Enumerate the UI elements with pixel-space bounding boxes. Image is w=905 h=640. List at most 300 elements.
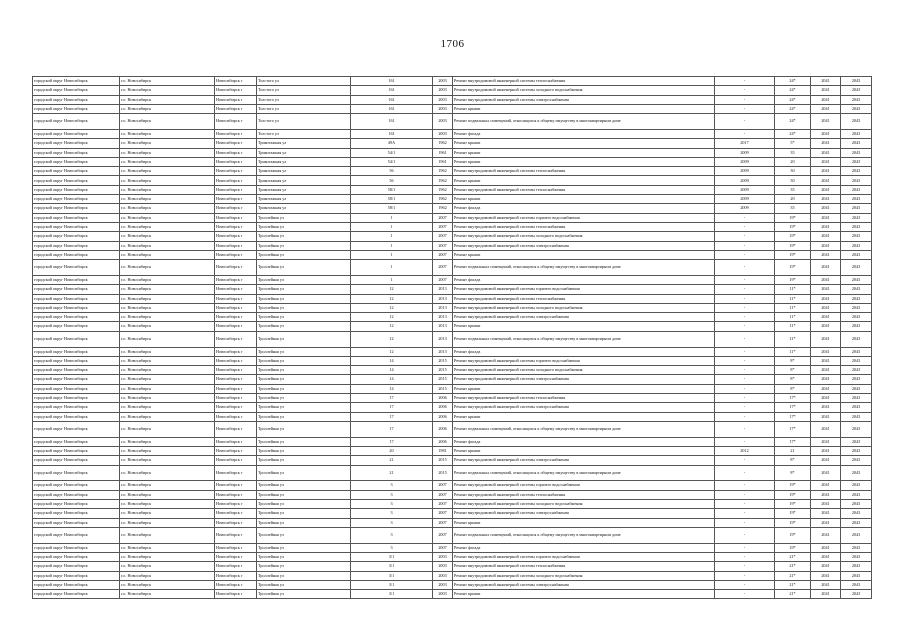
house-cell: 12	[351, 322, 433, 331]
street-cell: Троллейная ул	[257, 412, 351, 421]
table-row	[33, 176, 872, 185]
municipality-cell: городской округ Новосибирск	[33, 590, 120, 599]
city-cell: Новосибирск г	[215, 347, 257, 356]
table-row	[33, 412, 872, 421]
municipality-cell: городской округ Новосибирск	[33, 527, 120, 543]
plan-start-year-cell: 2041	[811, 313, 841, 322]
city-cell: Новосибирск г	[215, 275, 257, 284]
work-type-cell: Ремонт внутридомовой инженерной системы электроснабжения	[453, 456, 715, 465]
plan-end-year-cell: 2043	[841, 375, 872, 384]
table-row	[33, 148, 872, 157]
house-cell: 161	[351, 129, 433, 138]
street-cell: Толстого ул	[257, 129, 351, 138]
settlement-cell: г.о. Новосибирск	[120, 157, 215, 166]
plan-start-year-cell: 2041	[811, 195, 841, 204]
table-row	[33, 275, 872, 284]
street-cell: Троллейная ул	[257, 313, 351, 322]
work-type-cell: Ремонт внутридомовой инженерной системы теплоснабжения	[453, 167, 715, 176]
year-built-cell: 2007	[433, 213, 453, 222]
plan-start-year-cell: 2041	[811, 185, 841, 194]
year-built-cell: 2015	[433, 375, 453, 384]
table-row	[33, 139, 872, 148]
city-cell: Новосибирск г	[215, 403, 257, 412]
plan-start-year-cell: 2041	[811, 285, 841, 294]
settlement-cell: г.о. Новосибирск	[120, 195, 215, 204]
street-cell: Троллейная ул	[257, 285, 351, 294]
municipality-cell: городской округ Новосибирск	[33, 356, 120, 365]
plan-end-year-cell: 2043	[841, 185, 872, 194]
last-repair-year-cell: -	[715, 590, 775, 599]
period-cell: 24*	[775, 114, 811, 130]
last-repair-year-cell: -	[715, 114, 775, 130]
settlement-cell: г.о. Новосибирск	[120, 384, 215, 393]
street-cell: Троллейная ул	[257, 232, 351, 241]
work-type-cell: Ремонт внутридомовой инженерной системы теплоснабжения	[453, 490, 715, 499]
settlement-cell: г.о. Новосибирск	[120, 527, 215, 543]
table-row	[33, 394, 872, 403]
last-repair-year-cell: -	[715, 518, 775, 527]
work-type-cell: Ремонт крыши	[453, 412, 715, 421]
settlement-cell: г.о. Новосибирск	[120, 148, 215, 157]
settlement-cell: г.о. Новосибирск	[120, 294, 215, 303]
table-row	[33, 499, 872, 508]
period-cell: 21*	[775, 571, 811, 580]
table-body	[33, 77, 872, 599]
municipality-cell: городской округ Новосибирск	[33, 518, 120, 527]
house-cell: 1	[351, 275, 433, 284]
table-row	[33, 375, 872, 384]
street-cell: Троллейная ул	[257, 347, 351, 356]
last-repair-year-cell: 2012	[715, 446, 775, 455]
plan-end-year-cell: 2043	[841, 465, 872, 481]
last-repair-year-cell: 2009	[715, 185, 775, 194]
city-cell: Новосибирск г	[215, 384, 257, 393]
street-cell: Троллейная ул	[257, 580, 351, 589]
year-built-cell: 2013	[433, 313, 453, 322]
last-repair-year-cell: -	[715, 95, 775, 104]
last-repair-year-cell: -	[715, 412, 775, 421]
plan-end-year-cell: 2043	[841, 157, 872, 166]
street-cell: Троллейная ул	[257, 437, 351, 446]
work-type-cell: Ремонт внутридомовой инженерной системы холодного водоснабжения	[453, 499, 715, 508]
table-row	[33, 509, 872, 518]
municipality-cell: городской округ Новосибирск	[33, 114, 120, 130]
last-repair-year-cell: -	[715, 481, 775, 490]
plan-start-year-cell: 2041	[811, 518, 841, 527]
year-built-cell: 2006	[433, 412, 453, 421]
municipality-cell: городской округ Новосибирск	[33, 77, 120, 86]
work-type-cell: Ремонт крыши	[453, 139, 715, 148]
settlement-cell: г.о. Новосибирск	[120, 77, 215, 86]
last-repair-year-cell: -	[715, 571, 775, 580]
table-row	[33, 95, 872, 104]
street-cell: Троллейная ул	[257, 322, 351, 331]
street-cell: Троллейная ул	[257, 222, 351, 231]
plan-end-year-cell: 2043	[841, 331, 872, 347]
house-cell: 14	[351, 384, 433, 393]
table-row	[33, 241, 872, 250]
period-cell: 11*	[775, 322, 811, 331]
plan-end-year-cell: 2043	[841, 114, 872, 130]
house-cell: 1	[351, 222, 433, 231]
plan-start-year-cell: 2041	[811, 366, 841, 375]
house-cell: 3	[351, 518, 433, 527]
settlement-cell: г.о. Новосибирск	[120, 222, 215, 231]
table-row	[33, 456, 872, 465]
work-type-cell: Ремонт внутридомовой инженерной системы горячего водоснабжения	[453, 356, 715, 365]
municipality-cell: городской округ Новосибирск	[33, 446, 120, 455]
last-repair-year-cell: 2009	[715, 167, 775, 176]
plan-end-year-cell: 2043	[841, 322, 872, 331]
settlement-cell: г.о. Новосибирск	[120, 322, 215, 331]
plan-start-year-cell: 2041	[811, 552, 841, 561]
period-cell: 24*	[775, 95, 811, 104]
settlement-cell: г.о. Новосибирск	[120, 481, 215, 490]
city-cell: Новосибирск г	[215, 95, 257, 104]
table-row	[33, 104, 872, 113]
table-row	[33, 552, 872, 561]
period-cell: 35	[775, 185, 811, 194]
period-cell: 19*	[775, 260, 811, 276]
settlement-cell: г.о. Новосибирск	[120, 465, 215, 481]
city-cell: Новосибирск г	[215, 148, 257, 157]
period-cell: 30	[775, 176, 811, 185]
street-cell: Трикотажная ул	[257, 185, 351, 194]
table-row	[33, 356, 872, 365]
city-cell: Новосибирск г	[215, 77, 257, 86]
capital-repair-register-table	[32, 76, 872, 599]
settlement-cell: г.о. Новосибирск	[120, 241, 215, 250]
settlement-cell: г.о. Новосибирск	[120, 421, 215, 437]
municipality-cell: городской округ Новосибирск	[33, 543, 120, 552]
year-built-cell: 1961	[433, 148, 453, 157]
municipality-cell: городской округ Новосибирск	[33, 260, 120, 276]
plan-end-year-cell: 2043	[841, 562, 872, 571]
plan-start-year-cell: 2041	[811, 250, 841, 259]
work-type-cell: Ремонт внутридомовой инженерной системы теплоснабжения	[453, 294, 715, 303]
period-cell: 11*	[775, 347, 811, 356]
city-cell: Новосибирск г	[215, 222, 257, 231]
period-cell: 19*	[775, 232, 811, 241]
last-repair-year-cell: -	[715, 303, 775, 312]
street-cell: Трикотажная ул	[257, 157, 351, 166]
street-cell: Троллейная ул	[257, 403, 351, 412]
plan-start-year-cell: 2041	[811, 356, 841, 365]
street-cell: Троллейная ул	[257, 421, 351, 437]
municipality-cell: городской округ Новосибирск	[33, 241, 120, 250]
year-built-cell: 1962	[433, 139, 453, 148]
settlement-cell: г.о. Новосибирск	[120, 185, 215, 194]
municipality-cell: городской округ Новосибирск	[33, 313, 120, 322]
year-built-cell: 2015	[433, 356, 453, 365]
street-cell: Троллейная ул	[257, 375, 351, 384]
house-cell: 20	[351, 446, 433, 455]
year-built-cell: 2003	[433, 77, 453, 86]
last-repair-year-cell: -	[715, 213, 775, 222]
street-cell: Троллейная ул	[257, 490, 351, 499]
municipality-cell: городской округ Новосибирск	[33, 481, 120, 490]
table-row	[33, 303, 872, 312]
house-cell: 1	[351, 250, 433, 259]
last-repair-year-cell: -	[715, 421, 775, 437]
work-type-cell: Ремонт внутридомовой инженерной системы теплоснабжения	[453, 394, 715, 403]
last-repair-year-cell: 2009	[715, 176, 775, 185]
settlement-cell: г.о. Новосибирск	[120, 394, 215, 403]
city-cell: Новосибирск г	[215, 356, 257, 365]
last-repair-year-cell: -	[715, 375, 775, 384]
period-cell: 20	[775, 195, 811, 204]
plan-end-year-cell: 2043	[841, 394, 872, 403]
last-repair-year-cell: -	[715, 509, 775, 518]
last-repair-year-cell: -	[715, 366, 775, 375]
table-row	[33, 250, 872, 259]
street-cell: Троллейная ул	[257, 250, 351, 259]
house-cell: 14	[351, 366, 433, 375]
house-cell: 14	[351, 356, 433, 365]
city-cell: Новосибирск г	[215, 322, 257, 331]
plan-end-year-cell: 2043	[841, 499, 872, 508]
street-cell: Троллейная ул	[257, 562, 351, 571]
house-cell: 3	[351, 509, 433, 518]
house-cell: 161	[351, 77, 433, 86]
settlement-cell: г.о. Новосибирск	[120, 580, 215, 589]
municipality-cell: городской округ Новосибирск	[33, 421, 120, 437]
city-cell: Новосибирск г	[215, 509, 257, 518]
table-row	[33, 322, 872, 331]
work-type-cell: Ремонт подвальных помещений, относящихся к общему имуществу в многоквартирном доме	[453, 465, 715, 481]
period-cell: 19*	[775, 509, 811, 518]
settlement-cell: г.о. Новосибирск	[120, 543, 215, 552]
municipality-cell: городской округ Новосибирск	[33, 222, 120, 231]
city-cell: Новосибирск г	[215, 543, 257, 552]
plan-end-year-cell: 2043	[841, 456, 872, 465]
house-cell: 14	[351, 375, 433, 384]
settlement-cell: г.о. Новосибирск	[120, 331, 215, 347]
house-cell: 1	[351, 241, 433, 250]
period-cell: 21*	[775, 580, 811, 589]
plan-start-year-cell: 2041	[811, 456, 841, 465]
house-cell: 161	[351, 95, 433, 104]
work-type-cell: Ремонт фасада	[453, 204, 715, 213]
work-type-cell: Ремонт внутридомовой инженерной системы горячего водоснабжения	[453, 213, 715, 222]
municipality-cell: городской округ Новосибирск	[33, 366, 120, 375]
city-cell: Новосибирск г	[215, 176, 257, 185]
city-cell: Новосибирск г	[215, 552, 257, 561]
table-row	[33, 167, 872, 176]
table-row	[33, 77, 872, 86]
city-cell: Новосибирск г	[215, 366, 257, 375]
plan-start-year-cell: 2041	[811, 129, 841, 138]
period-cell: 11*	[775, 313, 811, 322]
table-row	[33, 331, 872, 347]
year-built-cell: 1962	[433, 167, 453, 176]
settlement-cell: г.о. Новосибирск	[120, 213, 215, 222]
year-built-cell: 2003	[433, 562, 453, 571]
street-cell: Троллейная ул	[257, 518, 351, 527]
table-row	[33, 437, 872, 446]
municipality-cell: городской округ Новосибирск	[33, 275, 120, 284]
plan-end-year-cell: 2043	[841, 571, 872, 580]
plan-end-year-cell: 2043	[841, 543, 872, 552]
period-cell: 8*	[775, 375, 811, 384]
last-repair-year-cell: -	[715, 104, 775, 113]
municipality-cell: городской округ Новосибирск	[33, 167, 120, 176]
city-cell: Новосибирск г	[215, 195, 257, 204]
plan-start-year-cell: 2041	[811, 104, 841, 113]
plan-start-year-cell: 2041	[811, 446, 841, 455]
plan-end-year-cell: 2043	[841, 421, 872, 437]
street-cell: Троллейная ул	[257, 543, 351, 552]
work-type-cell: Ремонт крыши	[453, 195, 715, 204]
table-row	[33, 481, 872, 490]
plan-end-year-cell: 2043	[841, 509, 872, 518]
settlement-cell: г.о. Новосибирск	[120, 303, 215, 312]
year-built-cell: 2006	[433, 403, 453, 412]
last-repair-year-cell: -	[715, 456, 775, 465]
house-cell: 17	[351, 412, 433, 421]
plan-start-year-cell: 2041	[811, 222, 841, 231]
house-cell: 17	[351, 394, 433, 403]
work-type-cell: Ремонт внутридомовой инженерной системы горячего водоснабжения	[453, 285, 715, 294]
last-repair-year-cell: -	[715, 86, 775, 95]
house-cell: 12	[351, 313, 433, 322]
settlement-cell: г.о. Новосибирск	[120, 250, 215, 259]
settlement-cell: г.о. Новосибирск	[120, 562, 215, 571]
last-repair-year-cell: -	[715, 285, 775, 294]
period-cell: 35	[775, 204, 811, 213]
plan-end-year-cell: 2043	[841, 275, 872, 284]
municipality-cell: городской округ Новосибирск	[33, 580, 120, 589]
year-built-cell: 2007	[433, 481, 453, 490]
table-row	[33, 518, 872, 527]
street-cell: Троллейная ул	[257, 499, 351, 508]
plan-start-year-cell: 2041	[811, 148, 841, 157]
year-built-cell: 2003	[433, 129, 453, 138]
year-built-cell: 2003	[433, 104, 453, 113]
house-cell: 3/1	[351, 552, 433, 561]
municipality-cell: городской округ Новосибирск	[33, 232, 120, 241]
work-type-cell: Ремонт внутридомовой инженерной системы холодного водоснабжения	[453, 303, 715, 312]
year-built-cell: 2007	[433, 499, 453, 508]
year-built-cell: 2003	[433, 95, 453, 104]
municipality-cell: городской округ Новосибирск	[33, 331, 120, 347]
plan-start-year-cell: 2041	[811, 421, 841, 437]
year-built-cell: 2007	[433, 527, 453, 543]
last-repair-year-cell: -	[715, 275, 775, 284]
plan-end-year-cell: 2043	[841, 590, 872, 599]
municipality-cell: городской округ Новосибирск	[33, 86, 120, 95]
work-type-cell: Ремонт внутридомовой инженерной системы холодного водоснабжения	[453, 232, 715, 241]
city-cell: Новосибирск г	[215, 185, 257, 194]
work-type-cell: Ремонт крыши	[453, 176, 715, 185]
last-repair-year-cell: -	[715, 562, 775, 571]
work-type-cell: Ремонт крыши	[453, 157, 715, 166]
street-cell: Троллейная ул	[257, 481, 351, 490]
settlement-cell: г.о. Новосибирск	[120, 403, 215, 412]
last-repair-year-cell: -	[715, 527, 775, 543]
settlement-cell: г.о. Новосибирск	[120, 139, 215, 148]
period-cell: 24*	[775, 129, 811, 138]
table-row	[33, 580, 872, 589]
plan-end-year-cell: 2043	[841, 250, 872, 259]
plan-start-year-cell: 2041	[811, 580, 841, 589]
work-type-cell: Ремонт подвальных помещений, относящихся к общему имуществу в многоквартирном доме	[453, 114, 715, 130]
plan-end-year-cell: 2043	[841, 294, 872, 303]
plan-end-year-cell: 2043	[841, 213, 872, 222]
street-cell: Троллейная ул	[257, 356, 351, 365]
period-cell: 5*	[775, 139, 811, 148]
plan-end-year-cell: 2043	[841, 129, 872, 138]
period-cell: 19*	[775, 527, 811, 543]
plan-start-year-cell: 2041	[811, 114, 841, 130]
last-repair-year-cell: -	[715, 222, 775, 231]
city-cell: Новосибирск г	[215, 456, 257, 465]
city-cell: Новосибирск г	[215, 285, 257, 294]
work-type-cell: Ремонт крыши	[453, 250, 715, 259]
plan-end-year-cell: 2043	[841, 313, 872, 322]
city-cell: Новосибирск г	[215, 204, 257, 213]
house-cell: 12	[351, 331, 433, 347]
plan-start-year-cell: 2041	[811, 347, 841, 356]
city-cell: Новосибирск г	[215, 213, 257, 222]
plan-start-year-cell: 2041	[811, 375, 841, 384]
plan-end-year-cell: 2043	[841, 490, 872, 499]
municipality-cell: городской округ Новосибирск	[33, 213, 120, 222]
plan-start-year-cell: 2041	[811, 232, 841, 241]
last-repair-year-cell: 2009	[715, 204, 775, 213]
plan-start-year-cell: 2041	[811, 303, 841, 312]
settlement-cell: г.о. Новосибирск	[120, 571, 215, 580]
municipality-cell: городской округ Новосибирск	[33, 285, 120, 294]
municipality-cell: городской округ Новосибирск	[33, 322, 120, 331]
house-cell: 3	[351, 527, 433, 543]
city-cell: Новосибирск г	[215, 571, 257, 580]
street-cell: Троллейная ул	[257, 552, 351, 561]
work-type-cell: Ремонт фасада	[453, 437, 715, 446]
house-cell: 49А	[351, 139, 433, 148]
period-cell: 19*	[775, 250, 811, 259]
settlement-cell: г.о. Новосибирск	[120, 518, 215, 527]
table-row	[33, 527, 872, 543]
year-built-cell: 2003	[433, 580, 453, 589]
house-cell: 3/1	[351, 562, 433, 571]
municipality-cell: городской округ Новосибирск	[33, 104, 120, 113]
city-cell: Новосибирск г	[215, 260, 257, 276]
table-row	[33, 260, 872, 276]
table-row	[33, 384, 872, 393]
settlement-cell: г.о. Новосибирск	[120, 347, 215, 356]
year-built-cell: 2003	[433, 552, 453, 561]
year-built-cell: 2006	[433, 421, 453, 437]
city-cell: Новосибирск г	[215, 294, 257, 303]
plan-end-year-cell: 2043	[841, 167, 872, 176]
settlement-cell: г.о. Новосибирск	[120, 456, 215, 465]
city-cell: Новосибирск г	[215, 129, 257, 138]
year-built-cell: 2007	[433, 490, 453, 499]
street-cell: Троллейная ул	[257, 213, 351, 222]
table-row	[33, 232, 872, 241]
table-row	[33, 204, 872, 213]
last-repair-year-cell: -	[715, 543, 775, 552]
last-repair-year-cell: -	[715, 490, 775, 499]
city-cell: Новосибирск г	[215, 446, 257, 455]
plan-end-year-cell: 2043	[841, 580, 872, 589]
period-cell: 19*	[775, 213, 811, 222]
house-cell: 161	[351, 114, 433, 130]
work-type-cell: Ремонт фасада	[453, 543, 715, 552]
house-cell: 1	[351, 232, 433, 241]
period-cell: 11*	[775, 285, 811, 294]
